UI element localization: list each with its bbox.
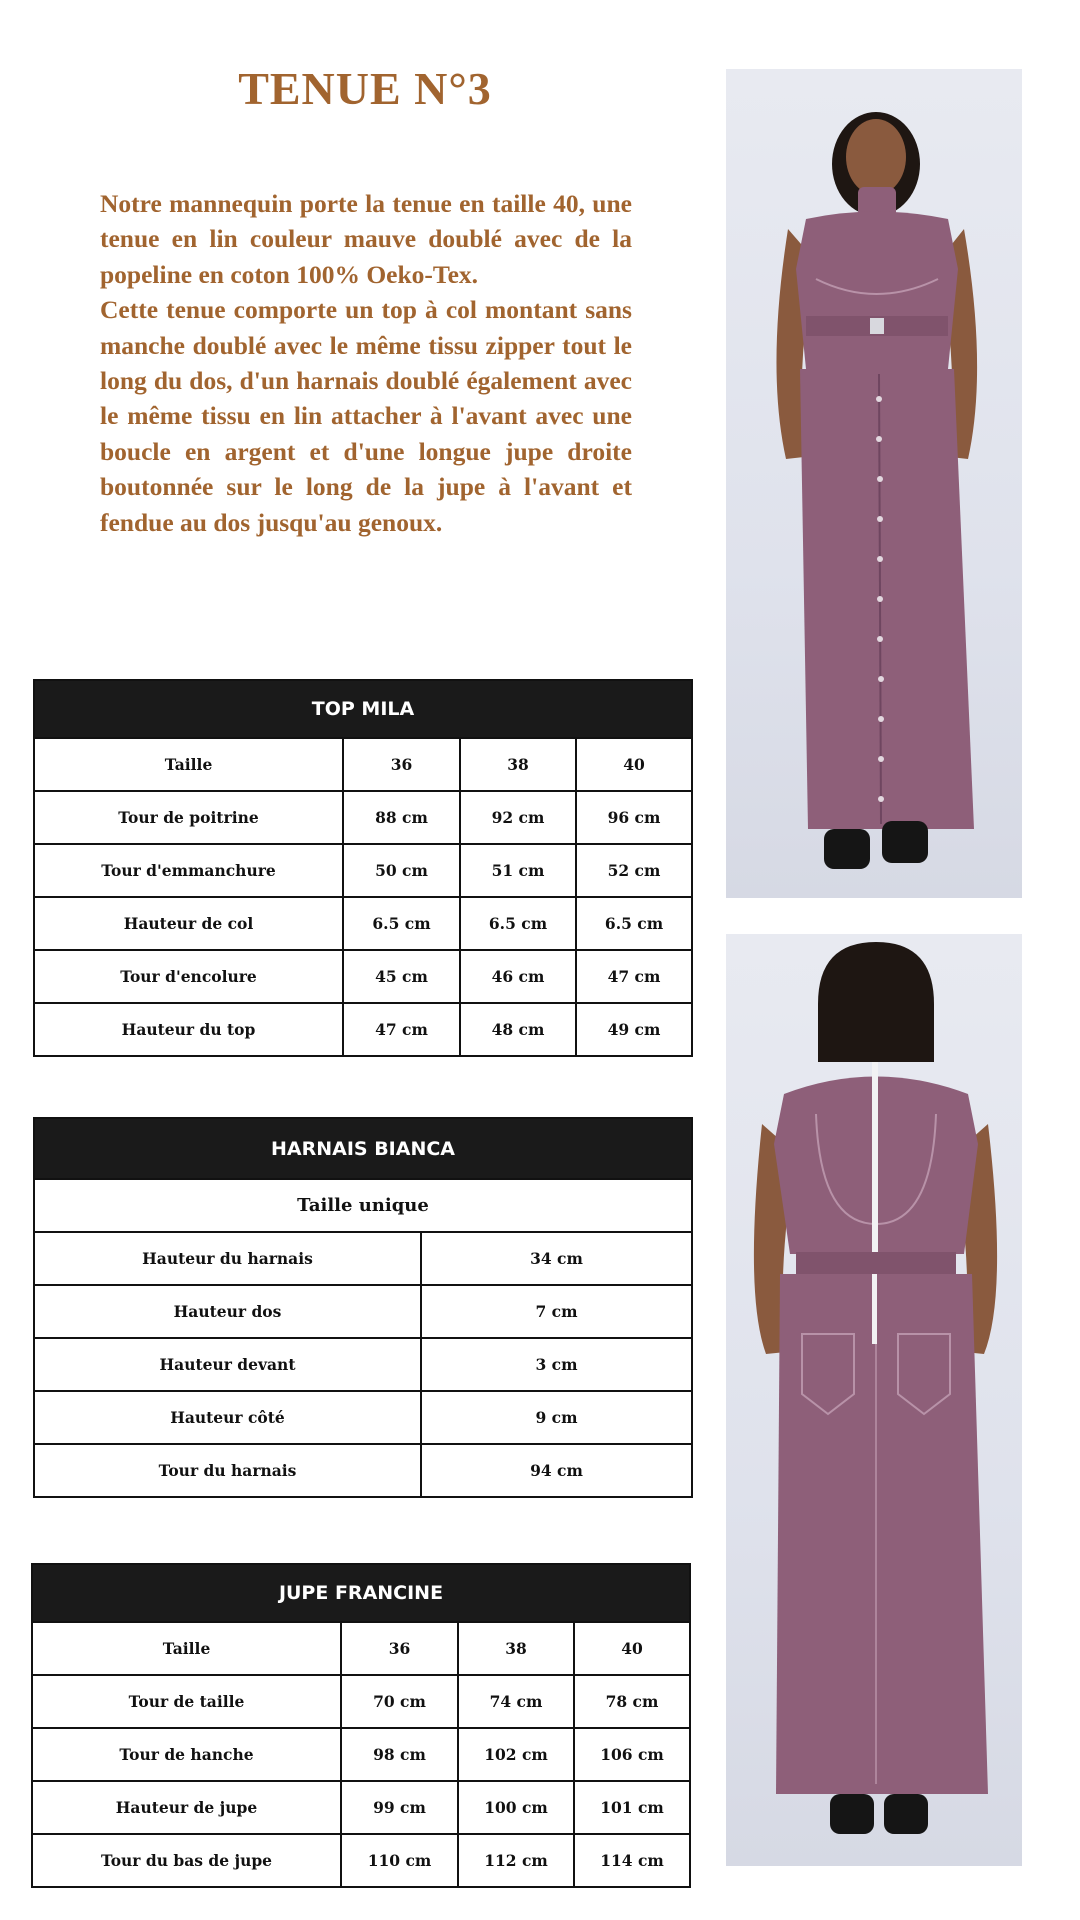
table-cell: 98 cm — [341, 1728, 458, 1781]
table-header-row — [34, 738, 692, 791]
table-cell: 50 cm — [343, 844, 460, 897]
top-mila-size-table — [33, 679, 693, 1057]
header-cell: 38 — [460, 738, 576, 791]
table-cell: 101 cm — [574, 1781, 690, 1834]
header-cell: 40 — [576, 738, 692, 791]
table-cell: 88 cm — [343, 791, 460, 844]
table-cell: 78 cm — [574, 1675, 690, 1728]
row-label: Hauteur de jupe — [32, 1781, 341, 1834]
row-label: Hauteur dos — [34, 1285, 421, 1338]
table-cell: 112 cm — [458, 1834, 574, 1887]
header-cell: 36 — [343, 738, 460, 791]
table-cell: 94 cm — [421, 1444, 692, 1497]
table-row — [34, 1444, 692, 1497]
row-label: Tour du bas de jupe — [32, 1834, 341, 1887]
table-cell: 52 cm — [576, 844, 692, 897]
intro-text — [100, 186, 632, 540]
table-cell: 74 cm — [458, 1675, 574, 1728]
table-cell: 102 cm — [458, 1728, 574, 1781]
table-cell: 110 cm — [341, 1834, 458, 1887]
row-label: Tour de taille — [32, 1675, 341, 1728]
table-cell: 6.5 cm — [460, 897, 576, 950]
table-row — [34, 791, 692, 844]
table-cell: 3 cm — [421, 1338, 692, 1391]
row-label: Hauteur devant — [34, 1338, 421, 1391]
row-label: Hauteur du harnais — [34, 1232, 421, 1285]
table-title: TOP MILA — [34, 680, 692, 738]
model-back-photo — [726, 934, 1022, 1866]
row-label: Hauteur côté — [34, 1391, 421, 1444]
table-cell: 7 cm — [421, 1285, 692, 1338]
table-cell: 100 cm — [458, 1781, 574, 1834]
table-cell: 34 cm — [421, 1232, 692, 1285]
table-cell: 47 cm — [576, 950, 692, 1003]
table-row — [34, 950, 692, 1003]
table-row — [34, 1391, 692, 1444]
table-title: HARNAIS BIANCA — [34, 1118, 692, 1179]
harnais-bianca-size-table — [33, 1117, 693, 1498]
table-row — [32, 1834, 690, 1887]
table-cell: 48 cm — [460, 1003, 576, 1056]
row-label: Hauteur de col — [34, 897, 343, 950]
intro-paragraph: Notre mannequin porte la tenue en taille 40, une tenue en lin couleur mauve doublé avec de la popeline en coton 100% Oeko-Tex. — [100, 189, 632, 289]
table-cell: 6.5 cm — [343, 897, 460, 950]
header-cell: 36 — [341, 1622, 458, 1675]
header-cell: Taille — [32, 1622, 341, 1675]
table-row — [34, 1003, 692, 1056]
table-cell: 9 cm — [421, 1391, 692, 1444]
table-cell: 6.5 cm — [576, 897, 692, 950]
table-row — [34, 1285, 692, 1338]
table-row — [34, 1338, 692, 1391]
header-cell: 40 — [574, 1622, 690, 1675]
table-row — [34, 897, 692, 950]
header-cell: Taille — [34, 738, 343, 791]
table-cell: 46 cm — [460, 950, 576, 1003]
table-row — [32, 1781, 690, 1834]
row-label: Tour d'emmanchure — [34, 844, 343, 897]
table-subtitle: Taille unique — [34, 1179, 692, 1232]
row-label: Tour de hanche — [32, 1728, 341, 1781]
model-front-photo — [726, 69, 1022, 898]
table-cell: 106 cm — [574, 1728, 690, 1781]
table-cell: 96 cm — [576, 791, 692, 844]
intro-paragraph: Cette tenue comporte un top à col montant sans manche doublé avec le même tissu zipper tout le long du dos, d'un harnais doublé également avec le même tissu en lin attacher à l'avant avec une boucle en argent et d'une longue jupe droite boutonnée sur le long de la jupe à l'avant et fendue au dos jusqu'au genoux. — [100, 295, 632, 537]
header-cell: 38 — [458, 1622, 574, 1675]
table-header-row — [32, 1622, 690, 1675]
row-label: Hauteur du top — [34, 1003, 343, 1056]
table-row — [34, 844, 692, 897]
table-row — [34, 1232, 692, 1285]
table-cell: 51 cm — [460, 844, 576, 897]
table-cell: 45 cm — [343, 950, 460, 1003]
row-label: Tour d'encolure — [34, 950, 343, 1003]
table-cell: 70 cm — [341, 1675, 458, 1728]
table-row — [32, 1728, 690, 1781]
jupe-francine-size-table — [31, 1563, 691, 1888]
table-row — [32, 1675, 690, 1728]
table-title: JUPE FRANCINE — [32, 1564, 690, 1622]
page-title: TENUE N°3 — [238, 63, 492, 114]
row-label: Tour du harnais — [34, 1444, 421, 1497]
table-cell: 99 cm — [341, 1781, 458, 1834]
table-cell: 49 cm — [576, 1003, 692, 1056]
table-cell: 47 cm — [343, 1003, 460, 1056]
row-label: Tour de poitrine — [34, 791, 343, 844]
table-cell: 114 cm — [574, 1834, 690, 1887]
table-cell: 92 cm — [460, 791, 576, 844]
